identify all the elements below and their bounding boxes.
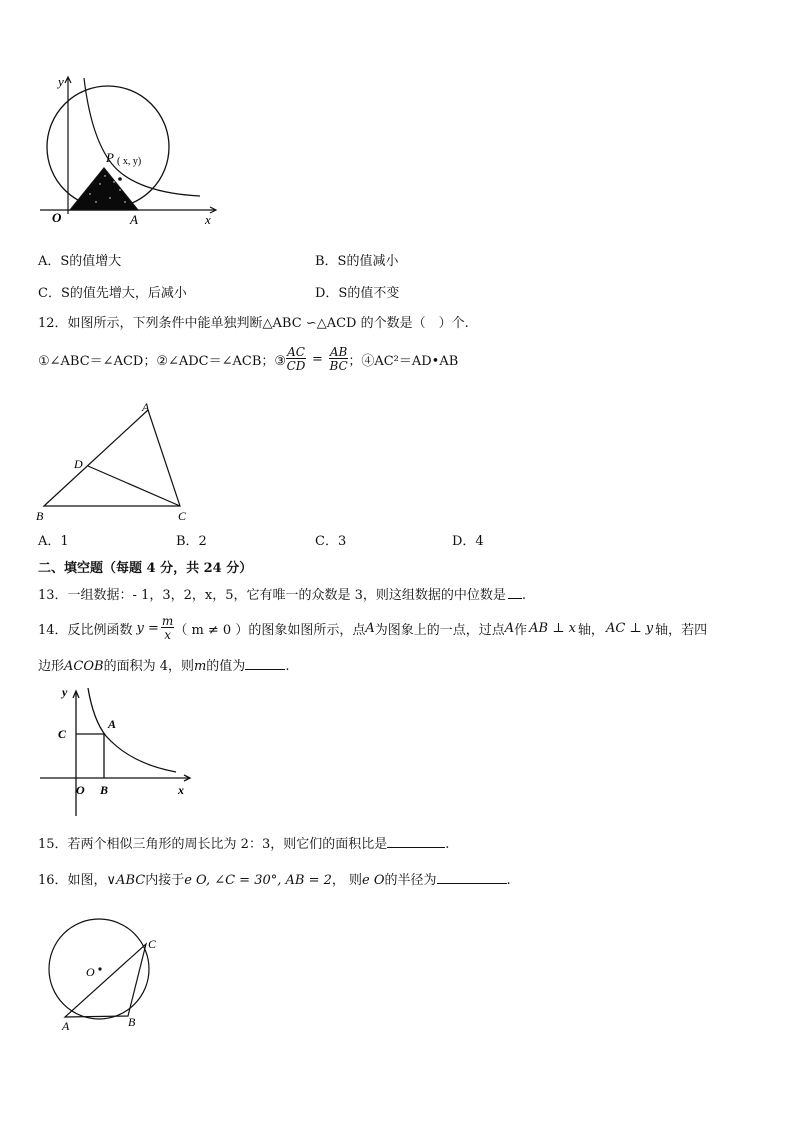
q12-label-a: A xyxy=(142,400,150,414)
q14-mid: 为图象上的一点，过点 xyxy=(374,622,505,638)
q12-triangle-abc xyxy=(44,410,180,506)
q14-label-c: C xyxy=(58,727,67,741)
q11-x-label: x xyxy=(205,212,211,227)
q16-pre: 16．如图， xyxy=(38,873,107,888)
q11-figure xyxy=(30,72,230,232)
q12-option-b[interactable]: B．2 xyxy=(176,534,207,549)
q14-frac-den: x xyxy=(164,628,171,642)
q11-option-c[interactable]: C．S的值先增大，后减小 xyxy=(38,286,187,301)
q14-answer-blank[interactable] xyxy=(245,669,285,670)
q12-cond-1-2: ①∠ABC＝∠ACD；②∠ADC＝∠ACB；③ xyxy=(38,353,287,369)
q12-option-a[interactable]: A．1 xyxy=(38,534,69,549)
q16-figure xyxy=(44,914,174,1034)
q16-center-dot xyxy=(98,967,101,970)
q16-triangle: ∨ABC xyxy=(106,873,146,888)
q12-frac2-num: AB xyxy=(329,345,348,359)
q14-cond: （ m ≠ 0 ）的图象如图所示，点 xyxy=(174,622,366,638)
q12-fraction-ab-bc xyxy=(329,346,348,372)
section-title-fill-blank: 二、填空题（每题 4 分，共 24 分） xyxy=(38,561,253,576)
q11-option-b[interactable]: B．S的值减小 xyxy=(315,254,399,269)
q16-text: 16．如图，∨ABC内接于e O, ∠C = 30°, AB = 2， 则e O的半径为 . xyxy=(38,873,511,888)
q12-conditions xyxy=(38,346,458,372)
q15-answer-blank[interactable] xyxy=(387,847,445,848)
q11-a-label: A xyxy=(130,212,138,227)
q14-line2: 边形ACOB的面积为 4，则m的值为 . xyxy=(38,659,290,674)
q14-label-o: O xyxy=(76,783,85,797)
q15-text: 15．若两个相似三角形的周长比为 2：3，则它们的面积比是 . xyxy=(38,837,450,852)
q14-line1 xyxy=(38,610,707,646)
q14-mid4: 轴，若四 xyxy=(655,622,708,638)
q14-figure xyxy=(30,682,200,822)
q14-label-a: A xyxy=(108,717,117,731)
q14-frac-num: m xyxy=(161,614,174,628)
q12-segment-cd xyxy=(88,466,180,506)
q12-frac2-den: BC xyxy=(329,359,348,373)
q12-fraction-ac-cd xyxy=(286,346,306,372)
q12-figure xyxy=(30,396,200,526)
q14-acob: ACOB xyxy=(64,659,104,674)
q12-frac1-den: CD xyxy=(286,359,306,373)
q16-mid2: ， 则 xyxy=(331,873,363,888)
q11-o-label: O xyxy=(52,210,62,225)
q14-ac-perp: AC ⊥ y xyxy=(605,620,654,636)
q14-label-b: B xyxy=(100,783,109,797)
q14-line2-mid: 的面积为 4，则 xyxy=(103,659,194,674)
q16-circle-o: e O xyxy=(362,873,385,888)
q16-condition: e O, ∠C = 30°, AB = 2 xyxy=(184,873,332,888)
q14-mid2: 作 xyxy=(514,622,528,638)
q13-stem: 13．一组数据：- 1，3，2，x，5，它有唯一的众数是 3，则这组数据的中位数是 xyxy=(38,588,506,603)
q11-triangle xyxy=(70,168,138,210)
q16-label-c: C xyxy=(148,937,157,951)
q12-stem: 12．如图所示，下列条件中能单独判断△ABC ∽△ACD 的个数是（ ）个. xyxy=(38,316,469,331)
q14-point-a-2: A xyxy=(504,620,515,636)
q14-line2-post: 的值为 xyxy=(206,659,246,674)
q14-mid3: 轴， xyxy=(577,622,604,638)
q12-frac1-num: AC xyxy=(287,345,305,359)
q16-label-a: A xyxy=(62,1019,70,1033)
q16-answer-blank[interactable] xyxy=(437,883,507,884)
q12-label-b: B xyxy=(36,509,44,523)
q14-label-y: y xyxy=(62,685,68,699)
q14-point-a: A xyxy=(365,620,375,636)
q12-label-c: C xyxy=(178,509,187,523)
q11-y-label: y xyxy=(58,74,64,89)
q15-stem: 15．若两个相似三角形的周长比为 2：3，则它们的面积比是 xyxy=(38,837,388,852)
q14-ab-perp: AB ⊥ x xyxy=(529,620,576,636)
q16-label-o: O xyxy=(86,965,95,979)
q14-fraction-m-x xyxy=(161,615,174,641)
q12-option-c[interactable]: C．3 xyxy=(315,534,347,549)
q14-rectangle xyxy=(76,734,104,778)
q14-label-x: x xyxy=(178,783,184,797)
q14-pre: 14．反比例函数 xyxy=(38,622,133,638)
q14-line2-pre: 边形 xyxy=(38,659,65,674)
q13-text: 13．一组数据：- 1，3，2，x，5，它有唯一的众数是 3，则这组数据的中位数是 . xyxy=(38,588,527,603)
q16-post: 的半径为 xyxy=(384,873,437,888)
q14-hyperbola xyxy=(88,688,176,772)
q14-m: m xyxy=(193,659,207,674)
q13-answer-blank[interactable] xyxy=(508,598,522,599)
q12-label-d: D xyxy=(74,457,83,471)
q11-option-d[interactable]: D．S的值不变 xyxy=(315,286,400,301)
q12-option-d[interactable]: D．4 xyxy=(452,534,484,549)
q16-triangle-abc xyxy=(65,944,146,1017)
q16-label-b: B xyxy=(128,1015,136,1029)
q16-mid: 内接于 xyxy=(145,873,185,888)
q11-p-coord: ( x, y) xyxy=(117,156,142,167)
q11-p-label: P xyxy=(106,150,114,165)
q12-cond-4: ；④AC²＝AD•AB xyxy=(348,353,459,369)
q11-option-a[interactable]: A．S的值增大 xyxy=(38,254,122,269)
q14-y-eq: y = xyxy=(136,620,159,636)
q12-equals: = xyxy=(311,351,323,367)
